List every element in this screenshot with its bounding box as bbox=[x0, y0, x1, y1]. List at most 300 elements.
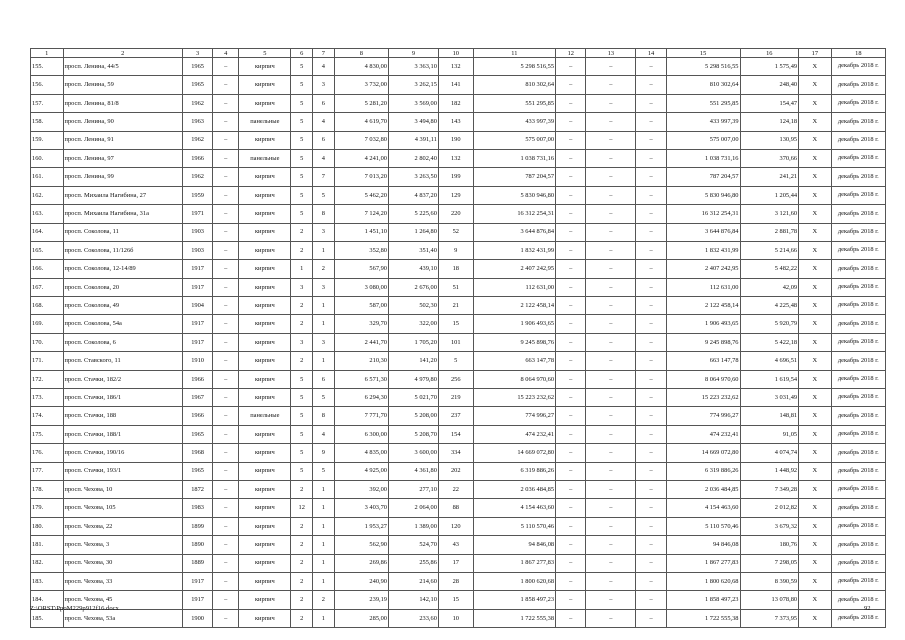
wall-material-cell: кирпич bbox=[239, 297, 291, 315]
year-reconstructed-cell: – bbox=[213, 333, 239, 351]
year-built-cell: 1917 bbox=[182, 260, 212, 278]
residents-cell: 9 bbox=[438, 241, 473, 259]
cost-col-13-cell: – bbox=[586, 241, 636, 259]
living-area-cell: 4 979,80 bbox=[389, 370, 439, 388]
cost-per-sqm-cell: 241,21 bbox=[740, 168, 799, 186]
cost-per-sqm-cell: 2 012,82 bbox=[740, 499, 799, 517]
row-number-cell: 177. bbox=[31, 462, 64, 480]
cost-col-13-cell: – bbox=[586, 425, 636, 443]
cost-col-12-cell: – bbox=[556, 168, 586, 186]
address-cell: просп. Михаила Нагибина, 31а bbox=[63, 205, 182, 223]
cost-col-14-cell: – bbox=[636, 572, 666, 590]
cost-col-12-cell: – bbox=[556, 444, 586, 462]
floors-cell: 2 bbox=[291, 517, 313, 535]
cost-per-sqm-cell: 4 074,74 bbox=[740, 444, 799, 462]
cost-col-14-cell: – bbox=[636, 370, 666, 388]
cost-col-12-cell: – bbox=[556, 58, 586, 76]
address-cell: просп. Чехова, 3 bbox=[63, 536, 182, 554]
planned-date-cell: декабрь 2018 г. bbox=[831, 572, 885, 590]
planned-date-cell: декабрь 2018 г. bbox=[831, 94, 885, 112]
row-number-cell: 176. bbox=[31, 444, 64, 462]
cost-col-14-cell: – bbox=[636, 58, 666, 76]
wall-material-cell: кирпич bbox=[239, 168, 291, 186]
year-built-cell: 1983 bbox=[182, 499, 212, 517]
owner-funds-cell: 15 223 232,62 bbox=[666, 389, 740, 407]
cost-col-12-cell: – bbox=[556, 536, 586, 554]
mark-cell: X bbox=[799, 113, 832, 131]
entrances-cell: 7 bbox=[313, 168, 335, 186]
total-area-cell: 269,86 bbox=[334, 554, 388, 572]
floors-cell: 5 bbox=[291, 370, 313, 388]
owner-funds-cell: 5 298 516,55 bbox=[666, 58, 740, 76]
row-number-cell: 159. bbox=[31, 131, 64, 149]
total-cost-cell: 5 830 946,80 bbox=[473, 186, 555, 204]
table-row bbox=[31, 572, 886, 590]
floors-cell: 2 bbox=[291, 536, 313, 554]
floors-cell: 5 bbox=[291, 205, 313, 223]
total-area-cell: 4 925,00 bbox=[334, 462, 388, 480]
wall-material-cell: кирпич bbox=[239, 278, 291, 296]
total-area-cell: 3 732,00 bbox=[334, 76, 388, 94]
owner-funds-cell: 3 644 876,84 bbox=[666, 223, 740, 241]
wall-material-cell: кирпич bbox=[239, 389, 291, 407]
wall-material-cell: кирпич bbox=[239, 572, 291, 590]
floors-cell: 5 bbox=[291, 149, 313, 167]
total-cost-cell: 433 997,39 bbox=[473, 113, 555, 131]
owner-funds-cell: 1 722 555,38 bbox=[666, 609, 740, 627]
total-area-cell: 562,90 bbox=[334, 536, 388, 554]
wall-material-cell: кирпич bbox=[239, 260, 291, 278]
entrances-cell: 5 bbox=[313, 462, 335, 480]
total-area-cell: 329,70 bbox=[334, 315, 388, 333]
cost-col-14-cell: – bbox=[636, 76, 666, 94]
floors-cell: 5 bbox=[291, 131, 313, 149]
row-number-cell: 181. bbox=[31, 536, 64, 554]
entrances-cell: 1 bbox=[313, 352, 335, 370]
row-number-cell: 156. bbox=[31, 76, 64, 94]
entrances-cell: 4 bbox=[313, 113, 335, 131]
row-number-cell: 166. bbox=[31, 260, 64, 278]
floors-cell: 12 bbox=[291, 499, 313, 517]
total-area-cell: 240,90 bbox=[334, 572, 388, 590]
year-reconstructed-cell: – bbox=[213, 297, 239, 315]
cost-col-14-cell: – bbox=[636, 94, 666, 112]
year-reconstructed-cell: – bbox=[213, 536, 239, 554]
year-built-cell: 1889 bbox=[182, 554, 212, 572]
planned-date-cell: декабрь 2018 г. bbox=[831, 389, 885, 407]
total-area-cell: 567,90 bbox=[334, 260, 388, 278]
wall-material-cell: кирпич bbox=[239, 517, 291, 535]
owner-funds-cell: 551 295,85 bbox=[666, 94, 740, 112]
living-area-cell: 142,10 bbox=[389, 591, 439, 609]
residents-cell: 129 bbox=[438, 186, 473, 204]
living-area-cell: 2 802,40 bbox=[389, 149, 439, 167]
table-row bbox=[31, 370, 886, 388]
year-built-cell: 1959 bbox=[182, 186, 212, 204]
cost-col-13-cell: – bbox=[586, 297, 636, 315]
total-cost-cell: 5 110 570,46 bbox=[473, 517, 555, 535]
planned-date-cell: декабрь 2018 г. bbox=[831, 480, 885, 498]
row-number-cell: 178. bbox=[31, 480, 64, 498]
cost-col-12-cell: – bbox=[556, 223, 586, 241]
year-built-cell: 1890 bbox=[182, 536, 212, 554]
wall-material-cell: кирпич bbox=[239, 58, 291, 76]
floors-cell: 2 bbox=[291, 591, 313, 609]
living-area-cell: 3 494,80 bbox=[389, 113, 439, 131]
table-row bbox=[31, 407, 886, 425]
table-row bbox=[31, 499, 886, 517]
mark-cell: X bbox=[799, 315, 832, 333]
address-cell: просп. Ставского, 11 bbox=[63, 352, 182, 370]
year-reconstructed-cell: – bbox=[213, 462, 239, 480]
mark-cell: X bbox=[799, 260, 832, 278]
table-row bbox=[31, 517, 886, 535]
cost-col-14-cell: – bbox=[636, 297, 666, 315]
residents-cell: 132 bbox=[438, 149, 473, 167]
entrances-cell: 1 bbox=[313, 554, 335, 572]
total-cost-cell: 9 245 898,76 bbox=[473, 333, 555, 351]
cost-col-12-cell: – bbox=[556, 517, 586, 535]
year-built-cell: 1917 bbox=[182, 572, 212, 590]
wall-material-cell: кирпич bbox=[239, 499, 291, 517]
entrances-cell: 1 bbox=[313, 499, 335, 517]
owner-funds-cell: 4 154 463,60 bbox=[666, 499, 740, 517]
cost-col-12-cell: – bbox=[556, 315, 586, 333]
owner-funds-cell: 6 319 886,26 bbox=[666, 462, 740, 480]
wall-material-cell: кирпич bbox=[239, 444, 291, 462]
living-area-cell: 2 064,00 bbox=[389, 499, 439, 517]
cost-col-14-cell: – bbox=[636, 444, 666, 462]
mark-cell: X bbox=[799, 333, 832, 351]
cost-per-sqm-cell: 5 422,18 bbox=[740, 333, 799, 351]
cost-col-14-cell: – bbox=[636, 499, 666, 517]
column-number-row bbox=[31, 49, 886, 58]
total-area-cell: 7 771,70 bbox=[334, 407, 388, 425]
table-row bbox=[31, 554, 886, 572]
cost-col-12-cell: – bbox=[556, 76, 586, 94]
cost-col-14-cell: – bbox=[636, 113, 666, 131]
year-built-cell: 1965 bbox=[182, 58, 212, 76]
residents-cell: 52 bbox=[438, 223, 473, 241]
total-cost-cell: 551 295,85 bbox=[473, 94, 555, 112]
cost-col-14-cell: – bbox=[636, 241, 666, 259]
owner-funds-cell: 1 906 493,65 bbox=[666, 315, 740, 333]
owner-funds-cell: 810 302,64 bbox=[666, 76, 740, 94]
table-row bbox=[31, 149, 886, 167]
year-built-cell: 1966 bbox=[182, 149, 212, 167]
cost-col-14-cell: – bbox=[636, 260, 666, 278]
year-built-cell: 1965 bbox=[182, 76, 212, 94]
floors-cell: 5 bbox=[291, 168, 313, 186]
mark-cell: X bbox=[799, 609, 832, 627]
owner-funds-cell: 16 312 254,31 bbox=[666, 205, 740, 223]
planned-date-cell: декабрь 2018 г. bbox=[831, 241, 885, 259]
mark-cell: X bbox=[799, 572, 832, 590]
address-cell: просп. Стачки, 186/1 bbox=[63, 389, 182, 407]
living-area-cell: 5 208,70 bbox=[389, 425, 439, 443]
living-area-cell: 2 676,00 bbox=[389, 278, 439, 296]
year-built-cell: 1963 bbox=[182, 113, 212, 131]
wall-material-cell: панельные bbox=[239, 113, 291, 131]
year-built-cell: 1917 bbox=[182, 315, 212, 333]
row-number-cell: 169. bbox=[31, 315, 64, 333]
total-cost-cell: 112 631,00 bbox=[473, 278, 555, 296]
cost-col-13-cell: – bbox=[586, 223, 636, 241]
living-area-cell: 255,86 bbox=[389, 554, 439, 572]
row-number-cell: 171. bbox=[31, 352, 64, 370]
column-number-2: 2 bbox=[63, 49, 182, 58]
row-number-cell: 182. bbox=[31, 554, 64, 572]
row-number-cell: 161. bbox=[31, 168, 64, 186]
entrances-cell: 3 bbox=[313, 333, 335, 351]
cost-col-13-cell: – bbox=[586, 149, 636, 167]
year-built-cell: 1899 bbox=[182, 517, 212, 535]
floors-cell: 2 bbox=[291, 352, 313, 370]
living-area-cell: 5 208,00 bbox=[389, 407, 439, 425]
cost-per-sqm-cell: 8 390,59 bbox=[740, 572, 799, 590]
wall-material-cell: кирпич bbox=[239, 131, 291, 149]
address-cell: просп. Соколова, 20 bbox=[63, 278, 182, 296]
cost-per-sqm-cell: 148,81 bbox=[740, 407, 799, 425]
total-area-cell: 285,00 bbox=[334, 609, 388, 627]
entrances-cell: 1 bbox=[313, 315, 335, 333]
mark-cell: X bbox=[799, 352, 832, 370]
owner-funds-cell: 2 036 484,85 bbox=[666, 480, 740, 498]
owner-funds-cell: 575 007,00 bbox=[666, 131, 740, 149]
cost-col-13-cell: – bbox=[586, 333, 636, 351]
cost-col-12-cell: – bbox=[556, 113, 586, 131]
cost-per-sqm-cell: 5 482,22 bbox=[740, 260, 799, 278]
table-row bbox=[31, 609, 886, 627]
cost-col-13-cell: – bbox=[586, 499, 636, 517]
entrances-cell: 6 bbox=[313, 131, 335, 149]
row-number-cell: 174. bbox=[31, 407, 64, 425]
living-area-cell: 4 391,11 bbox=[389, 131, 439, 149]
cost-col-13-cell: – bbox=[586, 278, 636, 296]
mark-cell: X bbox=[799, 149, 832, 167]
mark-cell: X bbox=[799, 241, 832, 259]
wall-material-cell: панельные bbox=[239, 149, 291, 167]
year-built-cell: 1966 bbox=[182, 407, 212, 425]
total-area-cell: 587,00 bbox=[334, 297, 388, 315]
row-number-cell: 155. bbox=[31, 58, 64, 76]
column-number-8: 8 bbox=[334, 49, 388, 58]
entrances-cell: 6 bbox=[313, 94, 335, 112]
row-number-cell: 183. bbox=[31, 572, 64, 590]
planned-date-cell: декабрь 2018 г. bbox=[831, 58, 885, 76]
year-reconstructed-cell: – bbox=[213, 315, 239, 333]
address-cell: просп. Чехова, 30 bbox=[63, 554, 182, 572]
year-built-cell: 1900 bbox=[182, 609, 212, 627]
year-reconstructed-cell: – bbox=[213, 278, 239, 296]
year-reconstructed-cell: – bbox=[213, 205, 239, 223]
wall-material-cell: кирпич bbox=[239, 591, 291, 609]
mark-cell: X bbox=[799, 94, 832, 112]
planned-date-cell: декабрь 2018 г. bbox=[831, 260, 885, 278]
floors-cell: 2 bbox=[291, 572, 313, 590]
cost-col-14-cell: – bbox=[636, 425, 666, 443]
residents-cell: 141 bbox=[438, 76, 473, 94]
cost-col-14-cell: – bbox=[636, 168, 666, 186]
year-reconstructed-cell: – bbox=[213, 407, 239, 425]
total-cost-cell: 1 038 731,16 bbox=[473, 149, 555, 167]
planned-date-cell: декабрь 2018 г. bbox=[831, 205, 885, 223]
year-reconstructed-cell: – bbox=[213, 168, 239, 186]
residents-cell: 120 bbox=[438, 517, 473, 535]
year-reconstructed-cell: – bbox=[213, 554, 239, 572]
wall-material-cell: кирпич bbox=[239, 554, 291, 572]
floors-cell: 3 bbox=[291, 278, 313, 296]
living-area-cell: 439,10 bbox=[389, 260, 439, 278]
cost-col-13-cell: – bbox=[586, 462, 636, 480]
cost-per-sqm-cell: 3 121,60 bbox=[740, 205, 799, 223]
year-built-cell: 1968 bbox=[182, 444, 212, 462]
row-number-cell: 168. bbox=[31, 297, 64, 315]
year-built-cell: 1967 bbox=[182, 389, 212, 407]
residents-cell: 22 bbox=[438, 480, 473, 498]
floors-cell: 2 bbox=[291, 241, 313, 259]
mark-cell: X bbox=[799, 76, 832, 94]
entrances-cell: 5 bbox=[313, 389, 335, 407]
table-row bbox=[31, 260, 886, 278]
owner-funds-cell: 112 631,00 bbox=[666, 278, 740, 296]
cost-per-sqm-cell: 124,18 bbox=[740, 113, 799, 131]
cost-col-13-cell: – bbox=[586, 315, 636, 333]
address-cell: просп. Михаила Нагибина, 27 bbox=[63, 186, 182, 204]
cost-col-14-cell: – bbox=[636, 554, 666, 572]
file-path: Z:\ORST\PpoM229p912f16.docx bbox=[30, 605, 119, 612]
wall-material-cell: кирпич bbox=[239, 223, 291, 241]
owner-funds-cell: 5 110 570,46 bbox=[666, 517, 740, 535]
table-row bbox=[31, 389, 886, 407]
cost-col-14-cell: – bbox=[636, 609, 666, 627]
address-cell: просп. Ленина, 59 bbox=[63, 76, 182, 94]
cost-per-sqm-cell: 3 679,32 bbox=[740, 517, 799, 535]
year-built-cell: 1966 bbox=[182, 370, 212, 388]
wall-material-cell: кирпич bbox=[239, 370, 291, 388]
wall-material-cell: кирпич bbox=[239, 536, 291, 554]
table-row bbox=[31, 480, 886, 498]
table-row bbox=[31, 94, 886, 112]
cost-per-sqm-cell: 5 920,79 bbox=[740, 315, 799, 333]
living-area-cell: 4 361,80 bbox=[389, 462, 439, 480]
entrances-cell: 3 bbox=[313, 223, 335, 241]
cost-col-14-cell: – bbox=[636, 186, 666, 204]
mark-cell: X bbox=[799, 517, 832, 535]
row-number-cell: 175. bbox=[31, 425, 64, 443]
cost-col-12-cell: – bbox=[556, 499, 586, 517]
cost-col-12-cell: – bbox=[556, 205, 586, 223]
floors-cell: 5 bbox=[291, 186, 313, 204]
cost-col-13-cell: – bbox=[586, 131, 636, 149]
planned-date-cell: декабрь 2018 г. bbox=[831, 315, 885, 333]
entrances-cell: 8 bbox=[313, 407, 335, 425]
living-area-cell: 1 264,80 bbox=[389, 223, 439, 241]
living-area-cell: 524,70 bbox=[389, 536, 439, 554]
living-area-cell: 1 705,20 bbox=[389, 333, 439, 351]
address-cell: просп. Ленина, 90 bbox=[63, 113, 182, 131]
mark-cell: X bbox=[799, 58, 832, 76]
planned-date-cell: декабрь 2018 г. bbox=[831, 297, 885, 315]
year-built-cell: 1962 bbox=[182, 131, 212, 149]
cost-col-12-cell: – bbox=[556, 609, 586, 627]
address-cell: просп. Стачки, 182/2 bbox=[63, 370, 182, 388]
cost-col-14-cell: – bbox=[636, 223, 666, 241]
cost-col-13-cell: – bbox=[586, 260, 636, 278]
year-built-cell: 1903 bbox=[182, 241, 212, 259]
floors-cell: 2 bbox=[291, 297, 313, 315]
floors-cell: 5 bbox=[291, 462, 313, 480]
address-cell: просп. Ленина, 81/8 bbox=[63, 94, 182, 112]
year-built-cell: 1965 bbox=[182, 425, 212, 443]
total-area-cell: 5 281,20 bbox=[334, 94, 388, 112]
row-number-cell: 165. bbox=[31, 241, 64, 259]
residents-cell: 15 bbox=[438, 315, 473, 333]
mark-cell: X bbox=[799, 278, 832, 296]
table-row bbox=[31, 113, 886, 131]
column-number-16: 16 bbox=[740, 49, 799, 58]
cost-col-13-cell: – bbox=[586, 58, 636, 76]
planned-date-cell: декабрь 2018 г. bbox=[831, 444, 885, 462]
year-reconstructed-cell: – bbox=[213, 149, 239, 167]
planned-date-cell: декабрь 2018 г. bbox=[831, 517, 885, 535]
cost-col-14-cell: – bbox=[636, 517, 666, 535]
total-area-cell: 4 830,00 bbox=[334, 58, 388, 76]
column-number-14: 14 bbox=[636, 49, 666, 58]
address-cell: просп. Чехова, 33 bbox=[63, 572, 182, 590]
row-number-cell: 173. bbox=[31, 389, 64, 407]
page-number: 92 bbox=[864, 605, 871, 612]
mark-cell: X bbox=[799, 591, 832, 609]
planned-date-cell: декабрь 2018 г. bbox=[831, 113, 885, 131]
address-cell: просп. Соколова, 12-14/89 bbox=[63, 260, 182, 278]
mark-cell: X bbox=[799, 554, 832, 572]
planned-date-cell: декабрь 2018 г. bbox=[831, 223, 885, 241]
cost-col-12-cell: – bbox=[556, 370, 586, 388]
cost-col-14-cell: – bbox=[636, 536, 666, 554]
planned-date-cell: декабрь 2018 г. bbox=[831, 352, 885, 370]
year-reconstructed-cell: – bbox=[213, 94, 239, 112]
cost-per-sqm-cell: 7 373,95 bbox=[740, 609, 799, 627]
residents-cell: 132 bbox=[438, 58, 473, 76]
total-area-cell: 5 462,20 bbox=[334, 186, 388, 204]
year-built-cell: 1971 bbox=[182, 205, 212, 223]
residents-cell: 17 bbox=[438, 554, 473, 572]
year-reconstructed-cell: – bbox=[213, 76, 239, 94]
year-reconstructed-cell: – bbox=[213, 370, 239, 388]
residents-cell: 43 bbox=[438, 536, 473, 554]
total-area-cell: 239,19 bbox=[334, 591, 388, 609]
table-row bbox=[31, 76, 886, 94]
cost-col-12-cell: – bbox=[556, 425, 586, 443]
total-area-cell: 2 441,70 bbox=[334, 333, 388, 351]
table-row bbox=[31, 168, 886, 186]
cost-col-12-cell: – bbox=[556, 572, 586, 590]
row-number-cell: 184. bbox=[31, 591, 64, 609]
table-row bbox=[31, 536, 886, 554]
cost-per-sqm-cell: 7 298,05 bbox=[740, 554, 799, 572]
total-cost-cell: 663 147,78 bbox=[473, 352, 555, 370]
cost-per-sqm-cell: 1 448,92 bbox=[740, 462, 799, 480]
total-cost-cell: 14 669 072,80 bbox=[473, 444, 555, 462]
cost-col-12-cell: – bbox=[556, 389, 586, 407]
address-cell: просп. Ленина, 44/5 bbox=[63, 58, 182, 76]
table-row bbox=[31, 462, 886, 480]
year-reconstructed-cell: – bbox=[213, 223, 239, 241]
year-reconstructed-cell: – bbox=[213, 591, 239, 609]
entrances-cell: 8 bbox=[313, 205, 335, 223]
year-reconstructed-cell: – bbox=[213, 609, 239, 627]
